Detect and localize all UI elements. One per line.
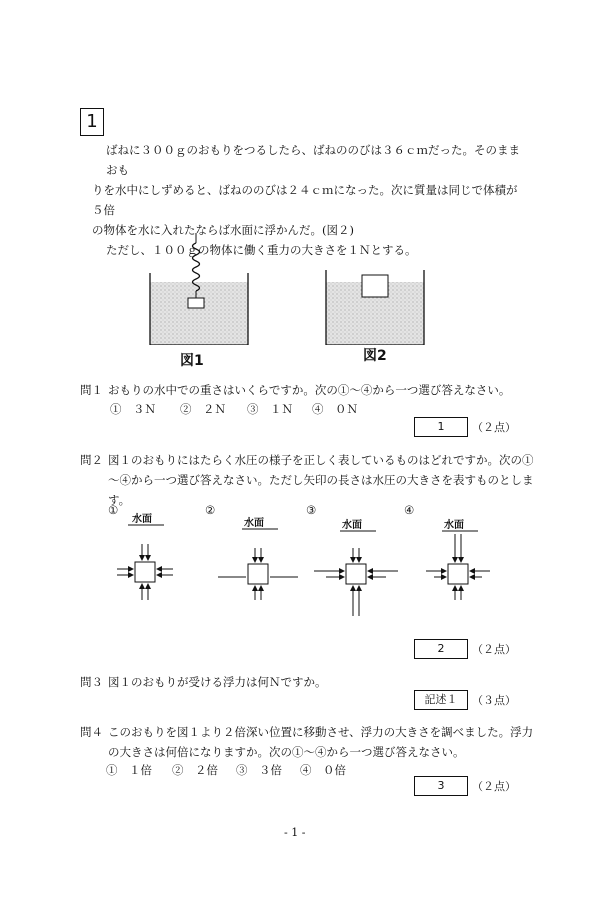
answer-box-1[interactable]: 1 [414, 417, 468, 437]
q2-option2-diagram [218, 548, 298, 600]
q1-choice: ④ ０Ｎ [312, 402, 358, 416]
q2-option-mark: ③ [306, 503, 317, 517]
figure-apparatus [140, 225, 440, 345]
intro-line: ただし、１００ｇの物体に働く重力の大きさを１Ｎとする。 [106, 243, 417, 257]
answer-box-3[interactable]: 記述１ [414, 690, 468, 710]
q3-points: （３点） [472, 694, 516, 707]
q4-choice: ③ ３倍 [236, 763, 282, 777]
figure2-beaker [326, 270, 424, 345]
figure1-beaker [150, 233, 248, 345]
q3-label: 問３ [80, 675, 103, 689]
q4-choice: ② ２倍 [172, 763, 218, 777]
q2-surface-label: 水面 [342, 520, 362, 531]
q2-surface-label: 水面 [444, 520, 464, 531]
q4-points: （２点） [472, 780, 516, 793]
q1-label: 問１ [80, 383, 103, 397]
q2-label: 問２ [80, 453, 103, 467]
answer-box-4[interactable]: 3 [414, 776, 468, 796]
q2-option4-diagram [426, 534, 490, 600]
figure1-caption: 図1 [180, 353, 204, 369]
q2-option-mark: ① [108, 503, 119, 517]
q2-points: （２点） [472, 643, 516, 656]
q1-choice: ③ １Ｎ [247, 402, 293, 416]
q4-line: の大きさは何倍になりますか。次の①～④から一つ選び答えなさい。 [108, 745, 465, 759]
intro-line: の物体を水に入れたならば水面に浮かんだ。(図２) [92, 223, 354, 237]
q2-line: ～④から一つ選び答えなさい。ただし矢印の長さは水圧の大きさを表すものとしま [108, 473, 534, 487]
q2-text [108, 450, 538, 510]
q1-points: （２点） [472, 421, 516, 434]
q2-option3-diagram [314, 548, 398, 616]
q2-option-mark: ④ [404, 503, 415, 517]
q4-text [108, 722, 538, 762]
q4-choice: ④ ０倍 [300, 763, 346, 777]
q1-text: おもりの水中での重さはいくらですか。次の①～④から一つ選び答えなさい。 [108, 383, 511, 397]
q2-option-mark: ② [205, 503, 216, 517]
page-number: - 1 - [284, 826, 306, 839]
q2-line: 図１のおもりにはたらく水圧の様子を正しく表しているものはどれですか。次の① [108, 453, 534, 467]
intro-line: ばねに３００ｇのおもりをつるしたら、ばねののびは３６ｃｍだった。そのままおも [106, 143, 520, 177]
q2-surface-label: 水面 [244, 518, 264, 529]
q2-option1-diagram [117, 544, 173, 600]
q1-choice: ① ３Ｎ [110, 402, 156, 416]
q4-label: 問４ [80, 725, 103, 739]
intro-line: りを水中にしずめると、ばねののびは２４ｃｍになった。次に質量は同じで体積が５倍 [92, 183, 518, 217]
figure2-caption: 図2 [363, 348, 387, 364]
q4-choice: ① １倍 [106, 763, 152, 777]
q4-line: このおもりを図１より２倍深い位置に移動させ、浮力の大きさを調べました。浮力 [108, 725, 534, 739]
q2-line: す。 [108, 493, 131, 507]
answer-box-2[interactable]: 2 [414, 639, 468, 659]
weight-block [188, 298, 204, 308]
problem-number: 1 [80, 108, 104, 136]
q1-choice: ② ２Ｎ [180, 402, 226, 416]
q2-surface-label: 水面 [132, 514, 152, 525]
q2-pressure-diagrams [100, 520, 500, 620]
floating-block [362, 275, 388, 297]
q3-text: 図１のおもりが受ける浮力は何Ｎですか。 [108, 675, 327, 689]
